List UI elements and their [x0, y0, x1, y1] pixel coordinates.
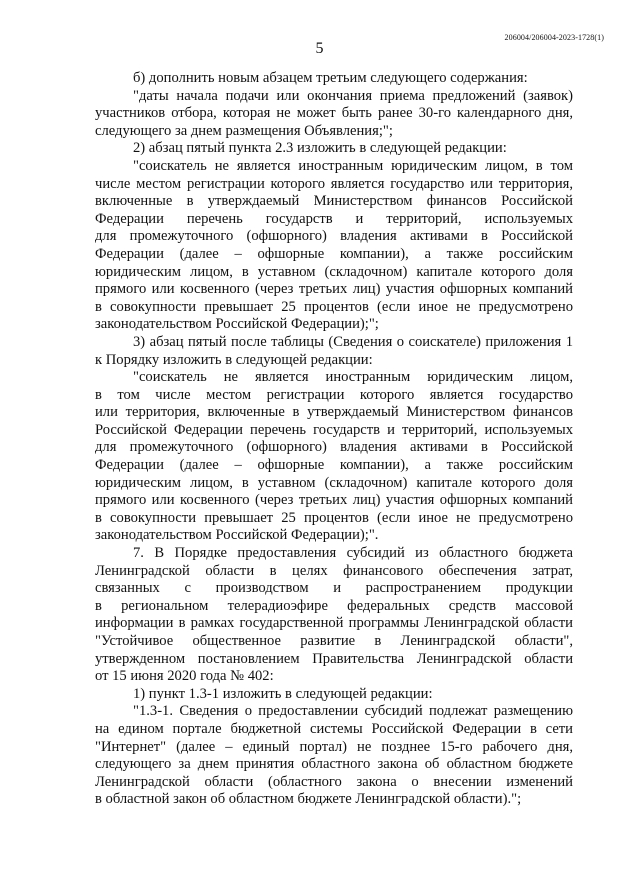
- text-line: б) дополнить новым абзацем третьим следующего содержания:: [133, 70, 528, 86]
- text-line: "соискатель не является иностранным юридическим лицом, в том: [133, 157, 573, 174]
- page-number: 5: [315, 40, 324, 57]
- text-line: 3) абзац пятый после таблицы (Сведения о соискателе) приложения 1: [133, 333, 573, 350]
- text-line: в совокупности превышает 25 процентов (если иное не предусмотрено: [95, 298, 573, 315]
- text-line: "1.3-1. Сведения о предоставлении субсидий подлежат размещению: [133, 703, 573, 720]
- text-line: от 15 июня 2020 года № 402:: [95, 668, 274, 685]
- text-line: в областной закон об областном бюджете Ленинградской области).";: [95, 791, 522, 808]
- text-line: 2) абзац пятый пункта 2.3 изложить в следующей редакции:: [133, 140, 507, 157]
- text-line: на едином портале бюджетной системы Российской Федерации в сети: [95, 720, 573, 737]
- text-line: связанных с производством и распространением продукции: [95, 580, 573, 597]
- text-line: к Порядку изложить в следующей редакции:: [95, 351, 373, 368]
- text-line: "Устойчивое общественное развитие в Ленинградской области",: [95, 633, 573, 649]
- text-line: "соискатель не является иностранным юридическим лицом,: [133, 369, 573, 386]
- text-line: информации в рамках государственной программы Ленинградской области: [95, 615, 573, 632]
- text-line: законодательством Российской Федерации);";: [95, 316, 379, 333]
- text-line: утвержденном постановлением Правительства Ленинградской области: [95, 650, 573, 667]
- text-line: "даты начала подачи или окончания приема предложений (заявок): [133, 87, 573, 104]
- text-line: Федерации (далее – офшорные компании), а также российским: [95, 457, 573, 474]
- text-line: Российской Федерации перечень государств и территорий, используемых: [95, 421, 573, 438]
- text-line: для промежуточного (офшорного) владения активами в Российской: [95, 228, 573, 245]
- text-line: участников отбора, которая не может быть ранее 30-го календарного дня,: [95, 105, 573, 122]
- text-line: Ленинградской области (областного закона о внесении изменений: [95, 773, 573, 790]
- text-line: Ленинградской области в целях финансового обеспечения затрат,: [95, 562, 573, 579]
- text-line: для промежуточного (офшорного) владения активами в Российской: [95, 439, 573, 456]
- text-line: 1) пункт 1.3-1 изложить в следующей редакции:: [133, 685, 433, 702]
- text-line: Федерации перечень государств и территорий, используемых: [95, 210, 573, 227]
- text-line: включенные в утверждаемый Министерством финансов Российской: [95, 193, 573, 210]
- text-line: юридическим лицом, в уставном (складочном) капитале которого доля: [95, 263, 573, 280]
- text-line: или территория, включенные в утверждаемый Министерством финансов: [95, 404, 573, 421]
- text-line: 7. В Порядке предоставления субсидий из областного бюджета: [133, 545, 573, 562]
- text-line: в совокупности превышает 25 процентов (если иное не предусмотрено: [95, 509, 573, 526]
- text-line: в том числе местом регистрации которого является государство: [95, 386, 573, 403]
- document-body: [95, 70, 573, 809]
- text-line: прямого или косвенного (через третьих лиц) участия офшорных компаний: [95, 492, 573, 509]
- text-line: числе местом регистрации которого является государство или территория,: [95, 175, 573, 192]
- text-line: прямого или косвенного (через третьих лиц) участия офшорных компаний: [95, 281, 573, 298]
- text-line: законодательством Российской Федерации);".: [95, 527, 379, 544]
- document-id: 206004/206004-2023-1728(1): [504, 33, 604, 42]
- text-line: юридическим лицом, в уставном (складочном) капитале которого доля: [95, 474, 573, 491]
- text-line: в региональном телерадиоэфире федеральных средств массовой: [95, 597, 573, 614]
- text-line: следующего за днем принятия областного закона об областном бюджете: [95, 756, 573, 773]
- text-line: "Интернет" (далее – единый портал) не позднее 15-го рабочего дня,: [95, 738, 573, 755]
- text-line: следующего за днем размещения Объявления;";: [95, 122, 393, 139]
- text-line: Федерации (далее – офшорные компании), а также российским: [95, 245, 573, 262]
